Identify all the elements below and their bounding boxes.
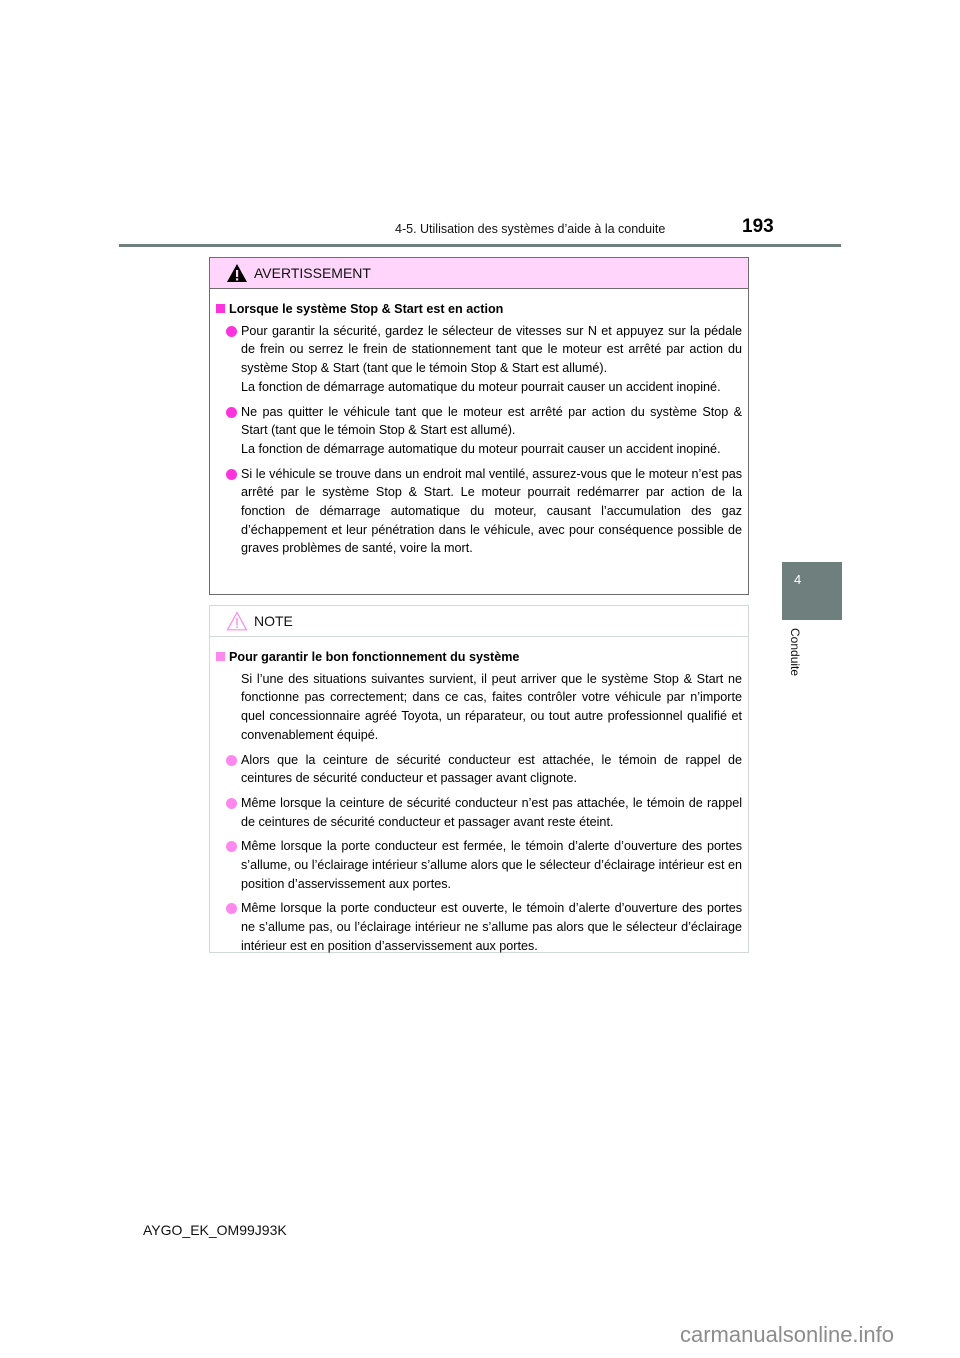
warning-item-text: Pour garantir la sécurité, gardez le sélecteur de vitesses sur N et appuyez sur la pédale de frein ou serrez le frein de stationnement tant que le moteur est arrêté par action du système Stop & Start (tant que le témoin Stop & Start est allumé). bbox=[241, 323, 742, 376]
note-box bbox=[209, 605, 749, 953]
note-box-header bbox=[210, 606, 748, 637]
warning-box-header bbox=[210, 258, 748, 289]
note-item-text: Alors que la ceinture de sécurité conducteur est attachée, le témoin de rappel de ceintures de sécurité conducteur et passager avant clignote. bbox=[241, 752, 742, 786]
note-item-text: Même lorsque la porte conducteur est fermée, le témoin d’alerte d’ouverture des portes s’allume, ou l’éclairage intérieur s’allume alors que le sélecteur d’éclairage intérieur est en position d’asservissement aux portes. bbox=[241, 839, 742, 891]
chapter-number: 4 bbox=[794, 572, 802, 587]
note-item-text: Même lorsque la porte conducteur est ouverte, le témoin d’alerte d’ouverture des portes ne s’allume pas, ou l’éclairage intérieur ne s’allume pas alors que le sélecteur d’éclairage intérieur est en position d’asservissement aux portes. bbox=[241, 901, 742, 953]
note-item bbox=[216, 751, 742, 788]
document-code: AYGO_EK_OM99J93K bbox=[143, 1222, 287, 1238]
note-item bbox=[216, 837, 742, 893]
warning-body bbox=[210, 289, 748, 558]
note-item bbox=[216, 899, 742, 955]
note-intro-text: Si l’une des situations suivantes survient, il peut arriver que le système Stop & Start ne fonctionne pas correctement; dans ce cas, faites contrôler votre véhicule par n’importe quel concessionnaire agréé Toyota, un réparateur, ou tout autre professionnel qualifié et convenablement équipé. bbox=[241, 671, 742, 742]
watermark: carmanualsonline.info bbox=[680, 1322, 895, 1347]
bullet-dot-icon bbox=[226, 407, 237, 418]
note-section-heading bbox=[216, 648, 742, 667]
square-bullet-icon bbox=[216, 652, 225, 661]
bullet-dot-icon bbox=[226, 903, 237, 914]
warning-title: AVERTISSEMENT bbox=[254, 265, 371, 281]
warning-section-heading-text: Lorsque le système Stop & Start est en action bbox=[229, 302, 504, 316]
bullet-dot-icon bbox=[226, 798, 237, 809]
warning-section-heading bbox=[216, 300, 742, 319]
note-section-heading-text: Pour garantir le bon fonctionnement du système bbox=[229, 650, 520, 664]
warning-item bbox=[216, 465, 742, 559]
warning-item bbox=[216, 322, 742, 397]
chapter-tab bbox=[782, 562, 842, 620]
note-intro bbox=[216, 670, 742, 745]
note-title: NOTE bbox=[254, 613, 293, 629]
warning-item-text: Ne pas quitter le véhicule tant que le moteur est arrêté par action du système Stop & Start (tant que le témoin Stop & Start est allumé). bbox=[241, 404, 742, 438]
warning-triangle-filled-icon bbox=[226, 263, 248, 283]
page-number: 193 bbox=[742, 216, 774, 237]
bullet-dot-icon bbox=[226, 326, 237, 337]
square-bullet-icon bbox=[216, 304, 225, 313]
warning-triangle-outline-icon bbox=[226, 611, 248, 631]
header-divider bbox=[119, 244, 841, 247]
bullet-dot-icon bbox=[226, 469, 237, 480]
note-item bbox=[216, 794, 742, 831]
chapter-label: Conduite bbox=[788, 628, 802, 677]
warning-box bbox=[209, 257, 749, 595]
warning-item bbox=[216, 403, 742, 459]
warning-item-text: Si le véhicule se trouve dans un endroit mal ventilé, assurez-vous que le moteur n’est pas arrêté par le système Stop & Start. Le moteur pourrait redémarrer par action de la fonction de démarrage automatique du moteur, causant l’accumulation des gaz d’échappement et leur pénétration dans le véhicule, avec pour conséquence possible de graves problèmes de santé, voire la mort. bbox=[241, 466, 742, 556]
warning-item-text: La fonction de démarrage automatique du moteur pourrait causer un accident inopiné. bbox=[241, 441, 721, 456]
note-item-text: Même lorsque la ceinture de sécurité conducteur n’est pas attachée, le témoin de rappel de ceintures de sécurité conducteur et passager avant reste éteint. bbox=[241, 795, 742, 829]
bullet-dot-icon bbox=[226, 755, 237, 766]
section-title: 4-5. Utilisation des systèmes d’aide à la conduite bbox=[395, 222, 666, 236]
note-body bbox=[210, 637, 748, 956]
warning-item-text: La fonction de démarrage automatique du moteur pourrait causer un accident inopiné. bbox=[241, 379, 721, 394]
bullet-dot-icon bbox=[226, 841, 237, 852]
